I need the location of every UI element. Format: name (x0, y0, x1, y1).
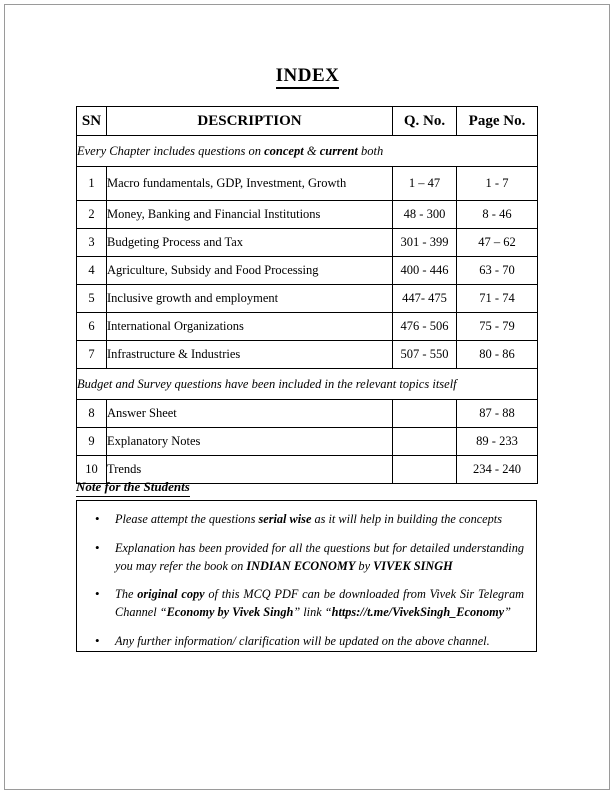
cell-sn: 9 (77, 428, 107, 456)
index-table (76, 106, 538, 484)
bullet-icon: • (95, 511, 100, 526)
note-list-item-text: Any further information/ clarification will be updated on the above channel. (115, 634, 490, 649)
cell-description: Inclusive growth and employment (107, 285, 393, 313)
cell-qno (393, 400, 457, 428)
note-list-item-text: Please attempt the questions serial wise as it will help in building the concepts (115, 512, 502, 526)
table-row (77, 400, 538, 428)
notes-list (89, 511, 524, 651)
table-header-row (77, 107, 538, 136)
notes-heading (76, 480, 190, 493)
note-list-item-text: Explanation has been provided for all the questions but for detailed understanding you may refer the book on INDIAN ECONOMY by VIVEK SINGH (115, 540, 524, 573)
note-list-item-text: The original copy of this MCQ PDF can be downloaded from Vivek Sir Telegram Channel “Economy by Vivek Singh” link “https://t.me/VivekSingh_Economy” (115, 587, 524, 620)
cell-sn: 7 (77, 341, 107, 369)
cell-qno (393, 428, 457, 456)
table-note-row-budget (77, 369, 538, 400)
cell-description: Agriculture, Subsidy and Food Processing (107, 257, 393, 285)
cell-qno: 1 – 47 (393, 167, 457, 201)
cell-page: 8 - 46 (457, 201, 538, 229)
table-row (77, 257, 538, 285)
page-title-text: INDEX (276, 65, 340, 89)
table-note-text: Every Chapter includes questions on concept & current both (77, 136, 538, 167)
note-list-item (89, 511, 524, 529)
notes-box (76, 500, 537, 652)
cell-sn: 2 (77, 201, 107, 229)
cell-sn: 6 (77, 313, 107, 341)
cell-page: 71 - 74 (457, 285, 538, 313)
page-title (0, 66, 615, 85)
table-row (77, 201, 538, 229)
cell-qno: 400 - 446 (393, 257, 457, 285)
cell-sn: 3 (77, 229, 107, 257)
table-row (77, 428, 538, 456)
cell-qno: 48 - 300 (393, 201, 457, 229)
cell-qno: 507 - 550 (393, 341, 457, 369)
cell-sn: 8 (77, 400, 107, 428)
table-note-text: Budget and Survey questions have been included in the relevant topics itself (77, 369, 538, 400)
cell-qno: 476 - 506 (393, 313, 457, 341)
cell-sn: 4 (77, 257, 107, 285)
column-header-qno: Q. No. (393, 107, 457, 136)
cell-description: Macro fundamentals, GDP, Investment, Growth (107, 167, 393, 201)
column-header-sn: SN (77, 107, 107, 136)
cell-description: Answer Sheet (107, 400, 393, 428)
cell-description: Infrastructure & Industries (107, 341, 393, 369)
cell-page: 47 – 62 (457, 229, 538, 257)
cell-qno: 447- 475 (393, 285, 457, 313)
table-row (77, 341, 538, 369)
bullet-icon: • (95, 586, 100, 602)
cell-page: 234 - 240 (457, 456, 538, 484)
note-list-item (89, 633, 524, 651)
cell-page: 87 - 88 (457, 400, 538, 428)
cell-page: 75 - 79 (457, 313, 538, 341)
note-list-item (89, 540, 524, 576)
bullet-icon: • (95, 539, 100, 555)
cell-sn: 10 (77, 456, 107, 484)
cell-qno: 301 - 399 (393, 229, 457, 257)
cell-description: Trends (107, 456, 393, 484)
cell-page: 1 - 7 (457, 167, 538, 201)
table-row (77, 285, 538, 313)
column-header-description: DESCRIPTION (107, 107, 393, 136)
cell-description: Budgeting Process and Tax (107, 229, 393, 257)
cell-qno (393, 456, 457, 484)
cell-sn: 1 (77, 167, 107, 201)
column-header-page: Page No. (457, 107, 538, 136)
table-note-row-chapters (77, 136, 538, 167)
cell-description: Money, Banking and Financial Institutions (107, 201, 393, 229)
index-table-body (77, 136, 538, 484)
cell-page: 63 - 70 (457, 257, 538, 285)
table-row (77, 229, 538, 257)
notes-heading-text: Note for the Students (76, 479, 190, 497)
index-table-head (77, 107, 538, 136)
table-row (77, 167, 538, 201)
table-row (77, 313, 538, 341)
note-list-item (89, 586, 524, 622)
cell-description: International Organizations (107, 313, 393, 341)
cell-sn: 5 (77, 285, 107, 313)
cell-page: 89 - 233 (457, 428, 538, 456)
bullet-icon: • (95, 633, 100, 649)
cell-page: 80 - 86 (457, 341, 538, 369)
cell-description: Explanatory Notes (107, 428, 393, 456)
